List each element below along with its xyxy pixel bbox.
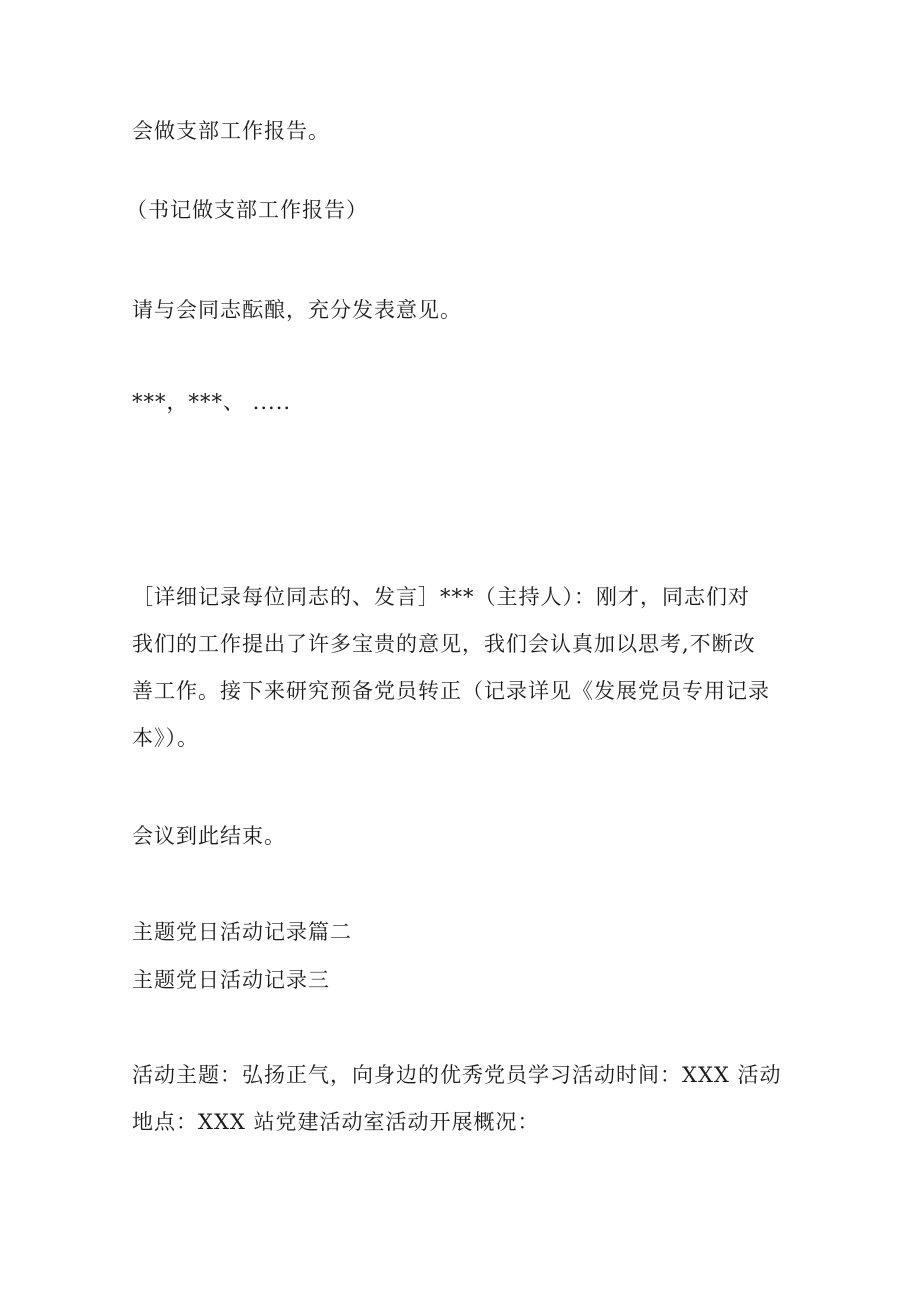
section-heading-3: 主题党日活动记录三 — [132, 968, 330, 992]
paragraph-line: 本》）。 — [132, 726, 199, 750]
text-line-meeting-end: 会议到此结束。 — [132, 824, 286, 848]
paragraph-line: 我们的工作提出了许多宝贵的意见，我们会认真加以思考,不断改 — [132, 632, 756, 656]
text-line-secretary-report: （书记做支部工作报告） — [126, 198, 368, 222]
text-line-discussion: 请与会同志酝酿，充分发表意见。 — [132, 298, 462, 322]
section-heading-2: 主题党日活动记录篇二 — [132, 920, 352, 944]
paragraph-line: ［详细记录每位同志的、发言］***（主持人）：刚才，同志们对 — [132, 585, 750, 609]
text-line-report: 会做支部工作报告。 — [132, 119, 330, 143]
paragraph-line: 活动主题：弘扬正气，向身边的优秀党员学习活动时间：XXX 活动 — [132, 1063, 782, 1087]
paragraph-line: 善工作。接下来研究预备党员转正（记录详见《发展党员专用记录 — [132, 679, 770, 703]
paragraph-activity-info — [132, 1052, 800, 1146]
paragraph-line: 地点：XXX 站党建活动室活动开展概况： — [132, 1110, 540, 1134]
paragraph-host-remarks — [132, 574, 800, 762]
text-line-names: ***，***、 ..... — [132, 390, 292, 414]
